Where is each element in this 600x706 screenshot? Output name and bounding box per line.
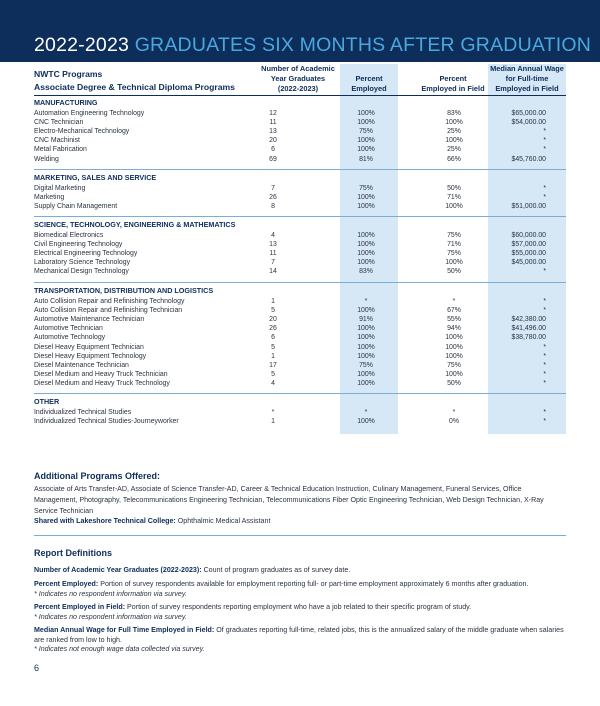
percent-employed: 100%	[357, 137, 375, 145]
median-wage: *	[543, 343, 546, 351]
percent-employed-in-field: 100%	[445, 202, 463, 210]
program-name: Auto Collision Repair and Refinishing Technology	[34, 297, 185, 305]
table-row	[34, 408, 566, 417]
median-wage: $42,380.00	[511, 315, 546, 323]
table-row	[34, 315, 566, 324]
median-wage: $55,000.00	[511, 249, 546, 257]
program-name: Electro-Mechanical Technology	[34, 127, 130, 135]
median-wage: *	[543, 137, 546, 145]
percent-employed: 100%	[357, 380, 375, 388]
definition-median-wage: Median Annual Wage for Full Time Employed in Field: Of graduates reporting full-time, related jobs, this is the annualized salary of the middle graduate when salaries are ranked from low to high. * Indicates not enough wage data collected via survey.	[34, 626, 564, 654]
table-row	[34, 324, 566, 333]
graduates-count: *	[271, 408, 275, 416]
median-wage: $45,760.00	[511, 155, 546, 163]
percent-employed-in-field: 67%	[447, 306, 461, 314]
program-name: Diesel Medium and Heavy Truck Technology	[34, 380, 170, 388]
section-title: MARKETING, SALES AND SERVICE	[34, 173, 157, 182]
table-row	[34, 240, 566, 249]
median-wage: *	[543, 361, 546, 369]
section-rule	[34, 169, 566, 170]
graduates-count: 6	[271, 334, 275, 342]
graduates-count: 5	[271, 306, 275, 314]
percent-employed-in-field: 50%	[447, 268, 461, 276]
percent-employed: 100%	[357, 193, 375, 201]
graduates-count: 13	[269, 240, 277, 248]
program-name: Diesel Heavy Equipment Technician	[34, 343, 144, 351]
program-name: Diesel Medium and Heavy Truck Technician	[34, 371, 168, 379]
additional-programs-text: Associate of Arts Transfer-AD, Associate of Science Transfer-AD, Career & Technical Education Instruction, Culinary Management, Funeral Services, Office Management, Photography, Telecommunications Engineering Technician, Telecommunications Fiber Optic Engineering Technician, Web Design Technician, X-Ray Service Technician	[34, 485, 544, 515]
percent-employed: 100%	[357, 202, 375, 210]
graduates-count: 1	[271, 352, 275, 360]
median-wage: *	[543, 306, 546, 314]
program-name: Individualized Technical Studies	[34, 408, 132, 416]
percent-employed-in-field: 75%	[447, 249, 461, 257]
percent-employed-in-field: 66%	[447, 155, 461, 163]
median-wage: *	[543, 297, 546, 305]
percent-employed: 100%	[357, 417, 375, 425]
percent-employed: 100%	[357, 371, 375, 379]
table-row	[34, 267, 566, 276]
graduates-count: 11	[269, 249, 277, 257]
table-row	[34, 231, 566, 240]
table-row	[34, 249, 566, 258]
percent-employed: *	[364, 408, 368, 416]
graduates-count: 5	[271, 343, 275, 351]
percent-employed: 100%	[357, 118, 375, 126]
percent-employed-in-field: 75%	[447, 361, 461, 369]
table-row	[34, 258, 566, 267]
percent-employed-in-field: *	[452, 297, 456, 305]
percent-employed: 100%	[357, 240, 375, 248]
table-row	[34, 333, 566, 342]
percent-employed: 100%	[357, 352, 375, 360]
percent-employed-in-field: 100%	[445, 118, 463, 126]
page-title	[34, 34, 591, 57]
program-name: Welding	[34, 155, 59, 163]
definition-percent-employed: Percent Employed: Portion of survey respondents available for employment reporting full- or part-time employment approximately 6 months after graduation. * Indicates no respondent information via survey.	[34, 580, 529, 598]
graduates-count: 7	[271, 184, 275, 192]
percent-employed: 83%	[359, 268, 373, 276]
section-rule	[34, 282, 566, 283]
percent-employed: 81%	[359, 155, 373, 163]
program-name: Metal Fabrication	[34, 146, 87, 154]
program-name: CNC Machinist	[34, 137, 80, 145]
graduates-count: 7	[271, 259, 275, 267]
percent-employed: 100%	[357, 259, 375, 267]
page-number: 6	[34, 663, 40, 673]
graduates-count: 8	[271, 202, 275, 210]
table-row	[34, 361, 566, 370]
median-wage: $57,000.00	[511, 240, 546, 248]
median-wage: *	[543, 146, 546, 154]
median-wage: $51,000.00	[511, 202, 546, 210]
graduates-count: 26	[269, 325, 277, 333]
program-name: Civil Engineering Technology	[34, 240, 123, 248]
graduates-count: 13	[269, 127, 277, 135]
percent-employed: 100%	[357, 109, 375, 117]
table-row	[34, 127, 566, 136]
median-wage: *	[543, 371, 546, 379]
table-row	[34, 202, 566, 211]
table-row	[34, 193, 566, 202]
program-name: Individualized Technical Studies-Journeyworker	[34, 417, 179, 425]
header-percent-employed: Percent Employed	[351, 73, 387, 93]
header-rule	[34, 95, 566, 96]
definitions-rule	[34, 535, 566, 536]
percent-employed: 75%	[359, 361, 373, 369]
percent-employed-in-field: 71%	[447, 240, 461, 248]
table-row	[34, 306, 566, 315]
median-wage: $65,000.00	[511, 109, 546, 117]
percent-employed-in-field: 100%	[445, 371, 463, 379]
section-title: MANUFACTURING	[34, 98, 98, 107]
shared-value: Ophthalmic Medical Assistant	[177, 517, 271, 525]
median-wage: *	[543, 408, 546, 416]
table-row	[34, 145, 566, 154]
graduates-count: 6	[271, 146, 275, 154]
graduates-count: 17	[269, 361, 277, 369]
graduates-count: 4	[271, 380, 275, 388]
program-name: Diesel Maintenance Technician	[34, 361, 129, 369]
table-row	[34, 297, 566, 306]
section-title: SCIENCE, TECHNOLOGY, ENGINEERING & MATHEMATICS	[34, 220, 236, 229]
percent-employed-in-field: 25%	[447, 146, 461, 154]
median-wage: *	[543, 127, 546, 135]
section-title: TRANSPORTATION, DISTRIBUTION AND LOGISTICS	[34, 286, 214, 295]
table-row	[34, 136, 566, 145]
percent-employed: 100%	[357, 146, 375, 154]
program-name: Automotive Technology	[34, 334, 106, 342]
program-name: Auto Collision Repair and Refinishing Technician	[34, 306, 183, 314]
percent-employed-in-field: 0%	[449, 417, 459, 425]
percent-employed: 100%	[357, 325, 375, 333]
program-name: Automation Engineering Technology	[34, 109, 145, 117]
page-title-year: 2022-2023	[34, 34, 130, 56]
percent-employed-in-field: 100%	[445, 137, 463, 145]
header-grads: Number of Academic Year Graduates (2022-2023)	[261, 64, 335, 93]
percent-employed-in-field: 71%	[447, 193, 461, 201]
percent-employed-in-field: 75%	[447, 231, 461, 239]
percent-employed-in-field: 50%	[447, 184, 461, 192]
header-programs: NWTC Programs Associate Degree & Technical Diploma Programs	[34, 69, 235, 92]
median-wage: $45,000.00	[511, 259, 546, 267]
definition-grads: Number of Academic Year Graduates (2022-2023): Count of program graduates as of survey date.	[34, 566, 351, 574]
median-wage: *	[543, 184, 546, 192]
definitions-title: Report Definitions	[34, 548, 112, 558]
graduates-count: 1	[271, 417, 275, 425]
percent-employed-in-field: 55%	[447, 315, 461, 323]
program-name: Automotive Technician	[34, 325, 103, 333]
median-wage: *	[543, 417, 546, 425]
median-wage: *	[543, 380, 546, 388]
percent-employed-in-field: 100%	[445, 352, 463, 360]
program-name: Biomedical Electronics	[34, 231, 104, 239]
table-row	[34, 352, 566, 361]
median-wage: *	[543, 352, 546, 360]
percent-employed-in-field: 83%	[447, 109, 461, 117]
page-title-text: GRADUATES SIX MONTHS AFTER GRADUATION	[134, 34, 591, 56]
percent-employed-in-field: 100%	[445, 334, 463, 342]
program-name: Marketing	[34, 193, 65, 201]
percent-employed-in-field: 50%	[447, 380, 461, 388]
table-row	[34, 370, 566, 379]
percent-employed-in-field: 94%	[447, 325, 461, 333]
percent-employed: 75%	[359, 184, 373, 192]
program-name: Automotive Maintenance Technician	[34, 315, 145, 323]
percent-employed-in-field: 100%	[445, 259, 463, 267]
header-median-wage: Median Annual Wage for Full-time Employed in Field	[490, 64, 564, 93]
graduates-count: 5	[271, 371, 275, 379]
percent-employed-in-field: 25%	[447, 127, 461, 135]
program-name: Diesel Heavy Equipment Technology	[34, 352, 147, 360]
program-name: Digital Marketing	[34, 184, 86, 192]
graduates-count: 4	[271, 231, 275, 239]
percent-employed: 100%	[357, 249, 375, 257]
graduates-count: 69	[269, 155, 277, 163]
table-row	[34, 109, 566, 118]
percent-employed: 100%	[357, 231, 375, 239]
table-row	[34, 343, 566, 352]
program-name: Mechanical Design Technology	[34, 268, 129, 276]
graduates-count: 1	[271, 297, 275, 305]
section-rule	[34, 393, 566, 394]
section-title: OTHER	[34, 397, 60, 406]
median-wage: *	[543, 268, 546, 276]
program-name: Electrical Engineering Technology	[34, 249, 138, 257]
median-wage: $38,780.00	[511, 334, 546, 342]
percent-employed: 100%	[357, 343, 375, 351]
table-row	[34, 118, 566, 127]
table-row	[34, 417, 566, 426]
percent-employed-in-field: 100%	[445, 343, 463, 351]
percent-employed: 100%	[357, 306, 375, 314]
table-row	[34, 379, 566, 388]
graduates-count: 20	[269, 137, 277, 145]
table-row	[34, 184, 566, 193]
graduates-count: 20	[269, 315, 277, 323]
percent-employed: 100%	[357, 334, 375, 342]
percent-employed: 91%	[359, 315, 373, 323]
graduates-count: 12	[269, 109, 277, 117]
percent-employed-in-field: *	[452, 408, 456, 416]
percent-employed: 75%	[359, 127, 373, 135]
median-wage: $60,000.00	[511, 231, 546, 239]
shared-program	[34, 517, 270, 525]
percent-employed: *	[364, 297, 368, 305]
program-name: Laboratory Science Technology	[34, 259, 131, 267]
graduates-count: 14	[269, 268, 277, 276]
additional-programs-title: Additional Programs Offered:	[34, 471, 161, 481]
shared-label: Shared with Lakeshore Technical College:	[34, 517, 176, 525]
median-wage: $54,000.00	[511, 118, 546, 126]
median-wage: *	[543, 193, 546, 201]
table-row	[34, 155, 566, 164]
program-name: Supply Chain Management	[34, 202, 118, 210]
program-name: CNC Technician	[34, 118, 84, 126]
definition-percent-employed-in-field: Percent Employed in Field: Portion of survey respondents reporting employment who have a job related to their specific program of study. * Indicates no respondent information via survey.	[34, 603, 472, 621]
title-banner	[0, 0, 600, 62]
section-rule	[34, 216, 566, 217]
header-percent-employed-in-field: Percent Employed in Field	[421, 73, 485, 93]
median-wage: $41,496.00	[511, 325, 546, 333]
graduates-count: 26	[269, 193, 277, 201]
graduates-count: 11	[269, 118, 277, 126]
